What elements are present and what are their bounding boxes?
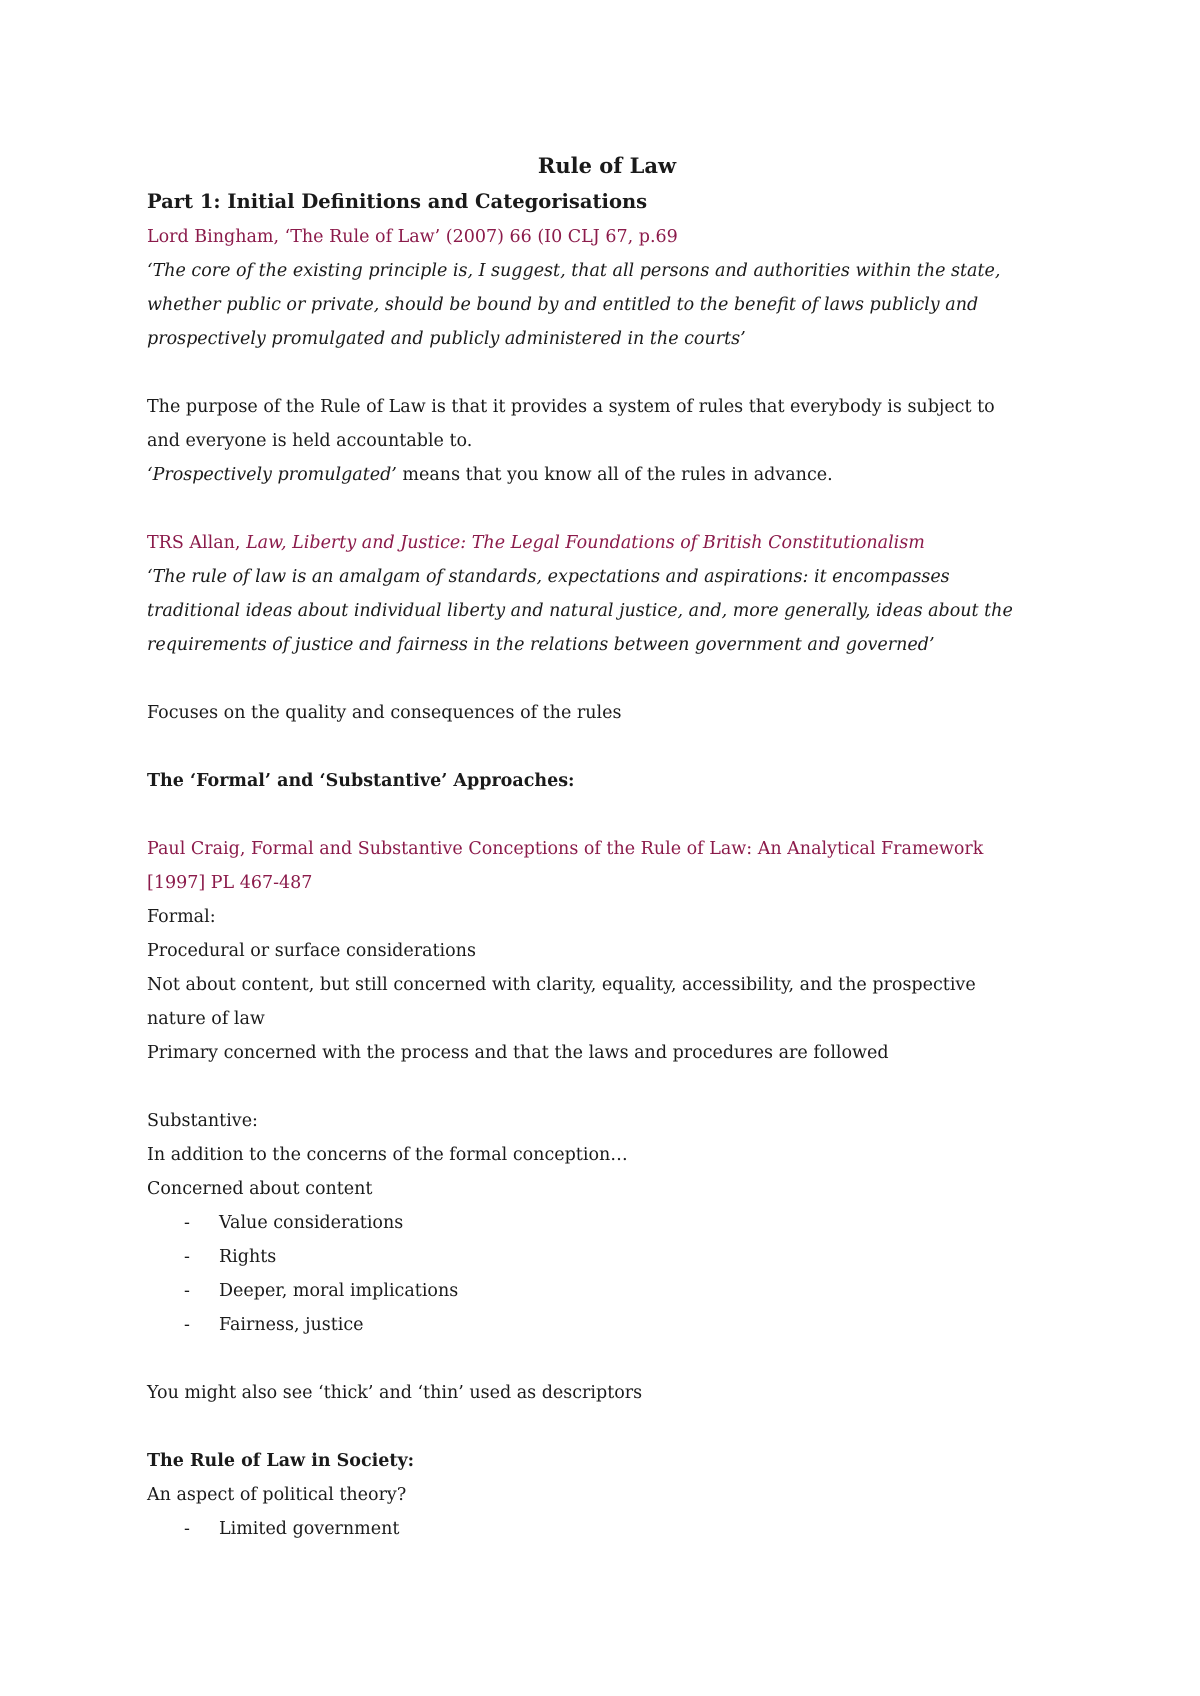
- spacer: [147, 1342, 1067, 1376]
- society-bullet-list: [147, 1512, 1067, 1546]
- spacer: [147, 492, 1067, 526]
- substantive-line-1: In addition to the concerns of the formal conception…: [147, 1145, 628, 1165]
- list-item: [147, 1240, 1067, 1274]
- list-item-text: Value considerations: [219, 1213, 404, 1233]
- substantive-line-2: Concerned about content: [147, 1179, 373, 1199]
- spacer: [147, 662, 1067, 696]
- prospective-rest: means that you know all of the rules in advance.: [396, 465, 833, 485]
- prospective-definition: [147, 458, 1067, 492]
- formal-label: Formal:: [147, 907, 216, 927]
- purpose-line-2: and everyone is held accountable to.: [147, 431, 473, 451]
- formal-line-1: Procedural or surface considerations: [147, 941, 476, 961]
- spacer: [147, 1070, 1067, 1104]
- spacer: [147, 1410, 1067, 1444]
- list-item-text: Deeper, moral implications: [219, 1281, 459, 1301]
- allan-quote-line-3: requirements of justice and fairness in the relations between government and governed’: [147, 635, 935, 655]
- document-title: Rule of Law: [537, 153, 677, 178]
- spacer: [147, 798, 1067, 832]
- dash-bullet: -: [184, 1213, 190, 1233]
- society-heading: The Rule of Law in Society:: [147, 1451, 415, 1471]
- list-item: [147, 1206, 1067, 1240]
- formal-line-3: nature of law: [147, 1009, 265, 1029]
- spacer: [147, 356, 1067, 390]
- substantive-label: Substantive:: [147, 1111, 258, 1131]
- prospective-term: ‘Prospectively promulgated’: [147, 465, 397, 485]
- dash-bullet: -: [184, 1247, 190, 1267]
- list-item-text: Rights: [219, 1247, 277, 1267]
- focuses-note: Focuses on the quality and consequences of the rules: [147, 703, 622, 723]
- spacer: [147, 730, 1067, 764]
- formal-line-2: Not about content, but still concerned with clarity, equality, accessibility, and the prospective: [147, 975, 976, 995]
- dash-bullet: -: [184, 1281, 190, 1301]
- thick-thin-note: You might also see ‘thick’ and ‘thin’ used as descriptors: [147, 1383, 643, 1403]
- allan-quote-line-1: ‘The rule of law is an amalgam of standards, expectations and aspirations: it encompasses: [147, 567, 950, 587]
- craig-citation-line-2: [1997] PL 467-487: [147, 873, 313, 893]
- list-item: [147, 1308, 1067, 1342]
- allan-quote-line-2: traditional ideas about individual liberty and natural justice, and, more generally, ideas about the: [147, 601, 1013, 621]
- society-question: An aspect of political theory?: [147, 1485, 407, 1505]
- list-item-text: Limited government: [219, 1519, 400, 1539]
- part1-heading: Part 1: Initial Definitions and Categorisations: [147, 190, 648, 213]
- allan-citation: [147, 526, 1067, 560]
- dash-bullet: -: [184, 1315, 190, 1335]
- document-page: [147, 148, 1067, 1546]
- formal-line-4: Primary concerned with the process and that the laws and procedures are followed: [147, 1043, 889, 1063]
- list-item-text: Fairness, justice: [219, 1315, 364, 1335]
- purpose-line-1: The purpose of the Rule of Law is that it provides a system of rules that everybody is subject to: [147, 397, 995, 417]
- list-item: [147, 1274, 1067, 1308]
- bingham-citation: Lord Bingham, ‘The Rule of Law’ (2007) 66 (I0 CLJ 67, p.69: [147, 227, 678, 247]
- allan-author: TRS Allan,: [147, 533, 247, 553]
- bingham-quote-line-1: ‘The core of the existing principle is, I suggest, that all persons and authorities within the state,: [147, 261, 1001, 281]
- craig-citation-line-1: Paul Craig, Formal and Substantive Conceptions of the Rule of Law: An Analytical Framework: [147, 839, 984, 859]
- dash-bullet: -: [184, 1519, 190, 1539]
- bingham-quote-line-3: prospectively promulgated and publicly administered in the courts’: [147, 329, 746, 349]
- substantive-bullet-list: [147, 1206, 1067, 1342]
- approaches-heading: The ‘Formal’ and ‘Substantive’ Approaches:: [147, 771, 575, 791]
- list-item: [147, 1512, 1067, 1546]
- allan-work: Law, Liberty and Justice: The Legal Foundations of British Constitutionalism: [246, 533, 925, 553]
- bingham-quote-line-2: whether public or private, should be bound by and entitled to the benefit of laws publicly and: [147, 295, 979, 315]
